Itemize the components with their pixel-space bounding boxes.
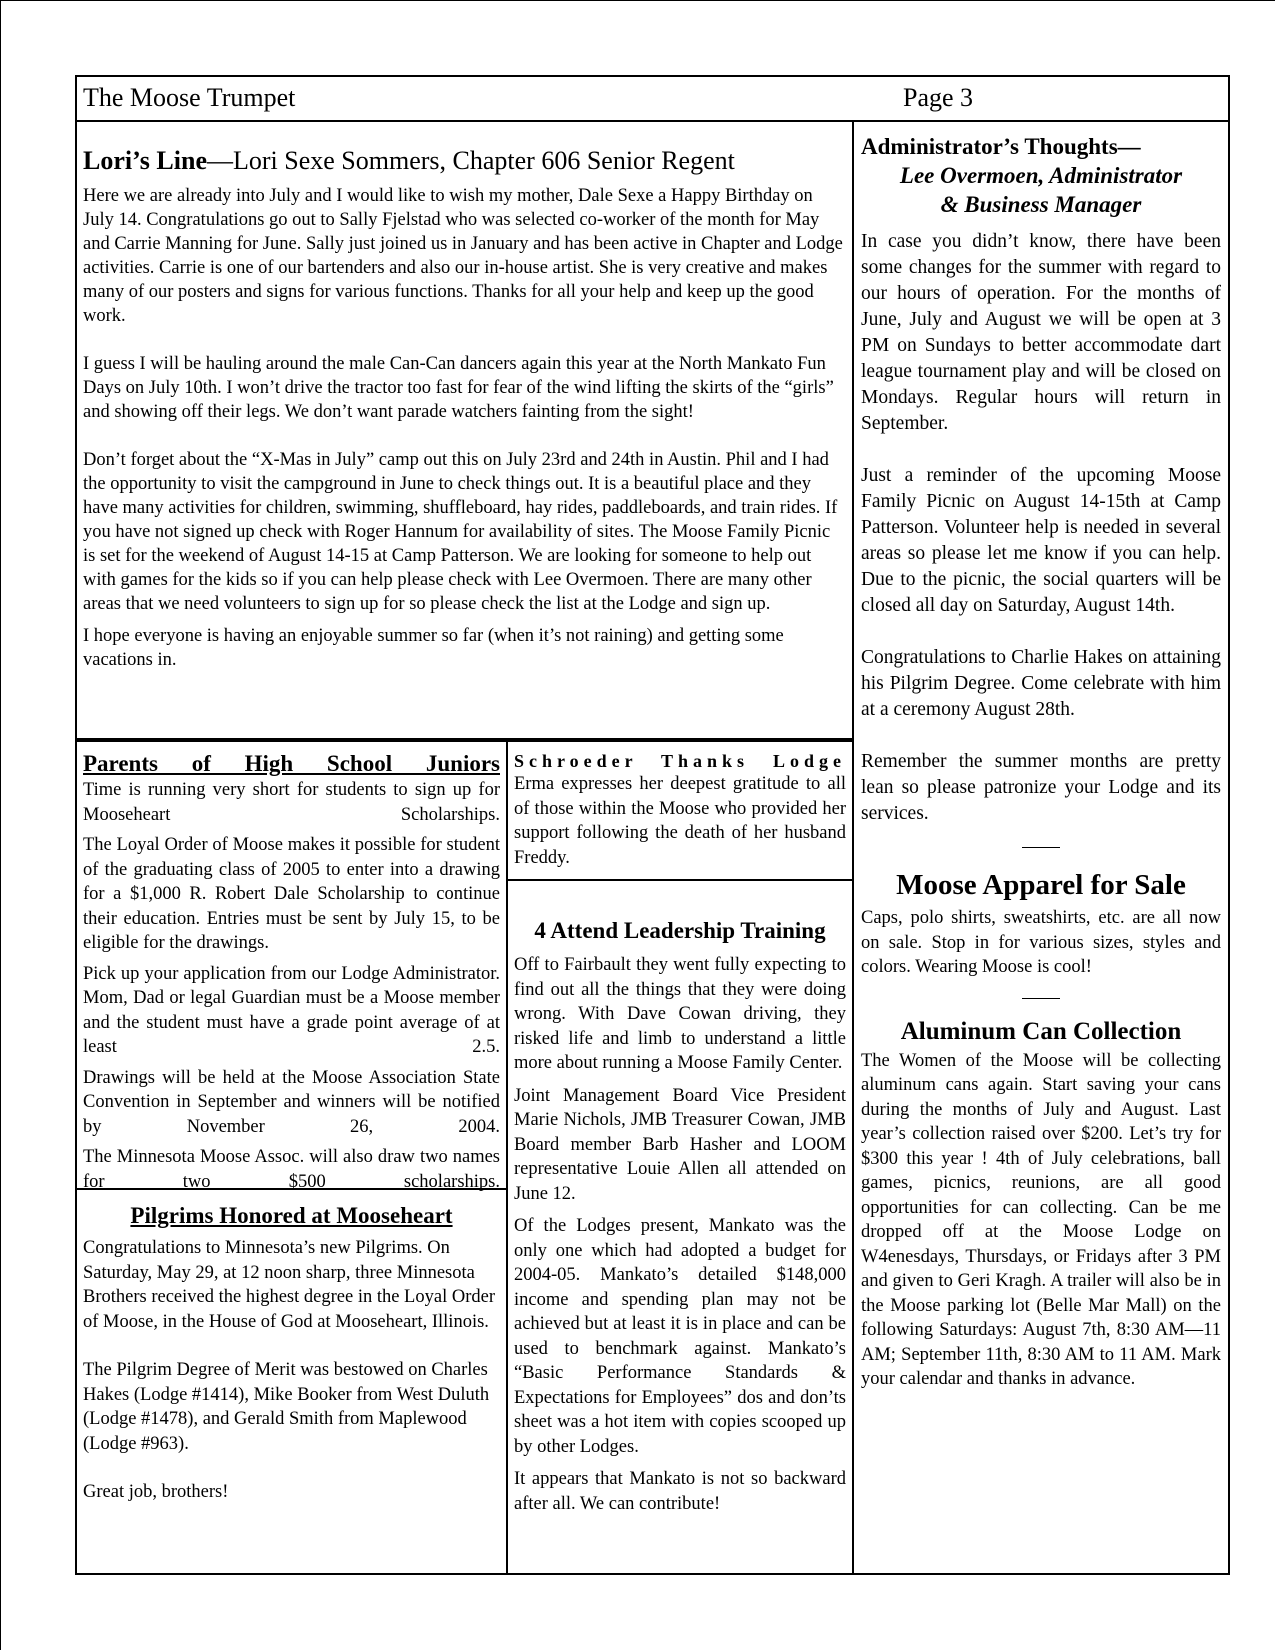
paragraph: I guess I will be hauling around the male Can-Can dancers again this year at the North Mankato Fun Days on July 10th. I won’t drive the tractor too fast for fear of the wind lifting the skirts of the “girls” and showing off their legs. We don’t want parade watchers fainting from the sight! [83, 354, 834, 422]
admin-title: Administrator’s Thoughts— [861, 134, 1141, 159]
admin-byline-role: & Business Manager [940, 192, 1142, 217]
schroeder-section [506, 740, 854, 881]
leadership-section [506, 879, 854, 1575]
pilgrims-body [83, 1236, 500, 1505]
newsletter-title: The Moose Trumpet [83, 83, 296, 112]
parents-title: Parents of High School Juniors [83, 751, 500, 776]
paragraph: I hope everyone is having an enjoyable summer so far (when it’s not raining) and getting some vacations in. [83, 626, 784, 670]
schroeder-title: Schroeder Thanks Lodge [514, 751, 846, 771]
page-header [75, 75, 1230, 122]
page-number: Page 3 [903, 83, 974, 112]
paragraph: Remember the summer months are pretty lean so please patronize your Lodge and its services. [861, 751, 1221, 824]
pilgrims-title: Pilgrims Honored at Mooseheart [130, 1203, 453, 1228]
paragraph: It appears that Mankato is not so backward after all. We can contribute! [514, 1469, 846, 1514]
pilgrims-section [75, 1188, 508, 1575]
loris-line-section [75, 120, 854, 740]
divider [1022, 847, 1060, 848]
schroeder-body: Erma expresses her deepest gratitude to all of those within the Moose who provided her support following the death of her husband Freddy. [514, 774, 846, 868]
loris-line-subtitle: —Lori Sexe Sommers, Chapter 606 Senior Regent [206, 146, 735, 175]
parents-section [75, 740, 508, 1190]
paragraph: Great job, brothers! [83, 1482, 229, 1502]
parents-body [83, 778, 500, 1194]
apparel-title: Moose Apparel for Sale [896, 869, 1186, 901]
admin-heading [861, 132, 1221, 219]
paragraph: Of the Lodges present, Mankato was the only one which had adopted a budget for 2004-05. Mankato’s detailed $148,000 income and spending plan may not be achieved but at least it is in place and can be used to benchmark against. Mankato’s “Basic Performance Standards & Expectations for Employees” dos and don’ts sheet was a hot item with copies scooped up by other Lodges. [514, 1216, 846, 1457]
paragraph: Time is running very short for students to sign up for Mooseheart Scholarships. [83, 780, 500, 825]
paragraph: In case you didn’t know, there have been some changes for the summer with regard to our hours of operation. For the months of June, July and August we will be open at 3 PM on Sundays to better accommodate dart league tournament play and will be closed on Mondays. Regular hours will return in September. [861, 231, 1221, 434]
paragraph: Drawings will be held at the Moose Association State Convention in September and winners will be notified by November 26, 2004. [83, 1067, 500, 1137]
paragraph: Congratulations to Minnesota’s new Pilgrims. On Saturday, May 29, at 12 noon sharp, three Minnesota Brothers received the highest degree in the Loyal Order of Moose, in the House of God at Mooseheart, Illinois. [83, 1238, 495, 1332]
paragraph: Here we are already into July and I would like to wish my mother, Dale Sexe a Happy Birthday on July 14. Congratulations go out to Sally Fjelstad who was selected co-worker of the month for May and Carrie Manning for June. Sally just joined us in January and has been active in Chapter and Lodge activities. Carrie is one of our bartenders and also our in-house artist. She is very creative and makes many of our posters and signs for various functions. Thanks for all your help and keep up the good work. [83, 186, 843, 326]
leadership-body [514, 953, 846, 1516]
paragraph: Just a reminder of the upcoming Moose Family Picnic on August 14-15th at Camp Patterson. Volunteer help is needed in several areas so please let me know if you can help. Due to the picnic, the social quarters will be closed all day on Saturday, August 14th. [861, 465, 1221, 616]
admin-body [861, 229, 1221, 827]
loris-line-heading [83, 146, 846, 176]
paragraph: The Pilgrim Degree of Merit was bestowed on Charles Hakes (Lodge #1414), Mike Booker from West Duluth (Lodge #1478), and Gerald Smith from Maplewood (Lodge #963). [83, 1360, 490, 1454]
aluminum-title: Aluminum Can Collection [900, 1017, 1182, 1045]
paragraph: Don’t forget about the “X-Mas in July” camp out this on July 23rd and 24th in Austin. Phil and I had the opportunity to visit the campground in June to check things out. It is a beautiful place and they have many activities for children, swimming, shuffleboard, hay rides, paddleboards, and train rides. If you have not signed up check with Roger Hannum for availability of sites. The Moose Family Picnic is set for the weekend of August 14-15 at Camp Patterson. We are looking for someone to help out with games for the kids so if you can help please check with Lee Overmoen. There are many other areas that we need volunteers to sign up for so please check the list at the Lodge and sign up. [83, 450, 838, 614]
paragraph: The Minnesota Moose Assoc. will also draw two names for two $500 scholarships. [83, 1147, 500, 1192]
admin-column [852, 120, 1230, 1575]
paragraph: Off to Fairbault they went fully expecting to find out all the things that they were doing wrong. With Dave Cowan driving, they risked life and limb to understand a little more about running a Moose Family Center. [514, 955, 846, 1073]
leadership-title: 4 Attend Leadership Training [534, 918, 826, 943]
loris-line-title: Lori’s Line [83, 146, 207, 175]
loris-line-body [83, 184, 846, 672]
paragraph: Pick up your application from our Lodge Administrator. Mom, Dad or legal Guardian must be a Moose member and the student must have a grade point average of at least 2.5. [83, 963, 500, 1057]
paragraph: Congratulations to Charlie Hakes on attaining his Pilgrim Degree. Come celebrate with him at a ceremony August 28th. [861, 647, 1221, 720]
aluminum-body: The Women of the Moose will be collecting aluminum cans again. Start saving your cans during the months of July and August. Last year’s collection raised over $200. Let’s try for $300 this year ! 4th of July celebrations, ball games, picnics, reunions, are all good opportunities for can collecting. Can be me dropped off at the Moose Lodge on W4enesdays, Thursdays, or Fridays after 3 PM and given to Geri Kragh. A trailer will also be in the Moose parking lot (Belle Mar Mall) on the following Saturdays: August 7th, 8:30 AM—11 AM; September 11th, 8:30 AM to 11 AM. Mark your calendar and thanks in advance. [861, 1050, 1221, 1389]
apparel-body: Caps, polo shirts, sweatshirts, etc. are all now on sale. Stop in for various sizes, styles and colors. Wearing Moose is cool! [861, 908, 1221, 977]
divider [1022, 998, 1060, 999]
paragraph: The Loyal Order of Moose makes it possible for student of the graduating class of 2005 to enter into a drawing for a $1,000 R. Robert Dale Scholarship to continue their education. Entries must be sent by July 15, to be eligible for the drawings. [83, 835, 500, 953]
admin-byline: Lee Overmoen, Administrator [899, 163, 1183, 188]
paragraph: Joint Management Board Vice President Marie Nichols, JMB Treasurer Cowan, JMB Board member Barb Hasher and LOOM representative Louie Allen all attended on June 12. [514, 1085, 846, 1204]
